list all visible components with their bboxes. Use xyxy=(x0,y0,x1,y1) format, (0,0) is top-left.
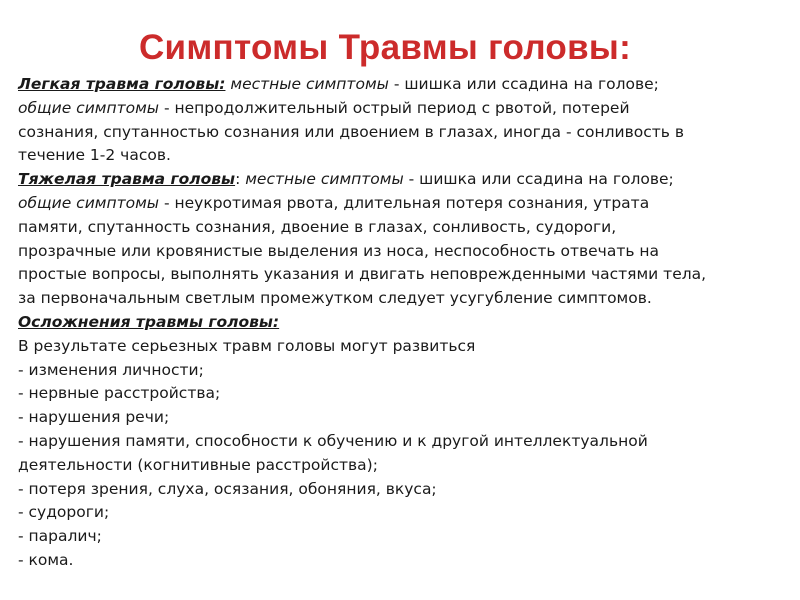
mild-heading: Легкая травма головы: xyxy=(18,75,226,93)
complications-intro: В результате серьезных травм головы могут развиться xyxy=(18,336,476,355)
complication-item: - нарушения памяти, способности к обучению и к другой интеллектуальной xyxy=(18,431,648,450)
severe-local-label: местные симптомы xyxy=(245,170,404,189)
mild-line-2 xyxy=(18,97,788,121)
mild-general-text: - непродолжительный острый период с рвотой, потерей xyxy=(159,98,630,117)
severe-heading: Тяжелая травма головы xyxy=(18,170,236,189)
severe-line-5: простые вопросы, выполнять указания и двигать неповрежденными частями тела, xyxy=(18,265,707,284)
severe-line-1 xyxy=(18,168,788,192)
complication-item: - кома. xyxy=(18,550,74,569)
slide-body xyxy=(18,73,788,573)
slide-title: Симптомы Травмы головы: xyxy=(138,28,632,67)
mild-line-1 xyxy=(18,73,788,97)
complications-line xyxy=(18,311,788,335)
severe-general-text: - неукротимая рвота, длительная потеря сознания, утрата xyxy=(159,193,650,212)
mild-local-label: местные симптомы xyxy=(225,75,389,93)
severe-general-label: общие симптомы xyxy=(18,193,160,212)
mild-general-label: общие симптомы xyxy=(18,98,160,117)
severe-line-2 xyxy=(18,192,788,216)
mild-line-4: течение 1-2 часов. xyxy=(18,146,171,165)
complication-item: деятельности (когнитивные расстройства); xyxy=(18,455,378,474)
severe-colon: : xyxy=(235,170,246,189)
complication-item: - судороги; xyxy=(18,503,110,522)
complication-item: - нервные расстройства; xyxy=(18,384,221,403)
severe-local-text: - шишка или ссадина на голове; xyxy=(403,170,674,189)
complication-item: - нарушения речи; xyxy=(18,408,170,427)
mild-local-text: - шишка или ссадина на голове; xyxy=(388,75,659,93)
complications-heading: Осложнения травмы головы: xyxy=(18,312,280,331)
severe-line-6: за первоначальным светлым промежутком следует усугубление симптомов. xyxy=(18,289,652,308)
severe-line-4: прозрачные или кровянистые выделения из носа, неспособность отвечать на xyxy=(18,241,660,260)
complication-item: - паралич; xyxy=(18,527,102,546)
severe-line-3: памяти, спутанность сознания, двоение в глазах, сонливость, судороги, xyxy=(18,217,617,236)
complication-item: - изменения личности; xyxy=(18,360,204,379)
complication-item: - потеря зрения, слуха, осязания, обоняния, вкуса; xyxy=(18,479,437,498)
mild-line-3: сознания, спутанностью сознания или двоением в глазах, иногда - сонливость в xyxy=(18,122,684,141)
